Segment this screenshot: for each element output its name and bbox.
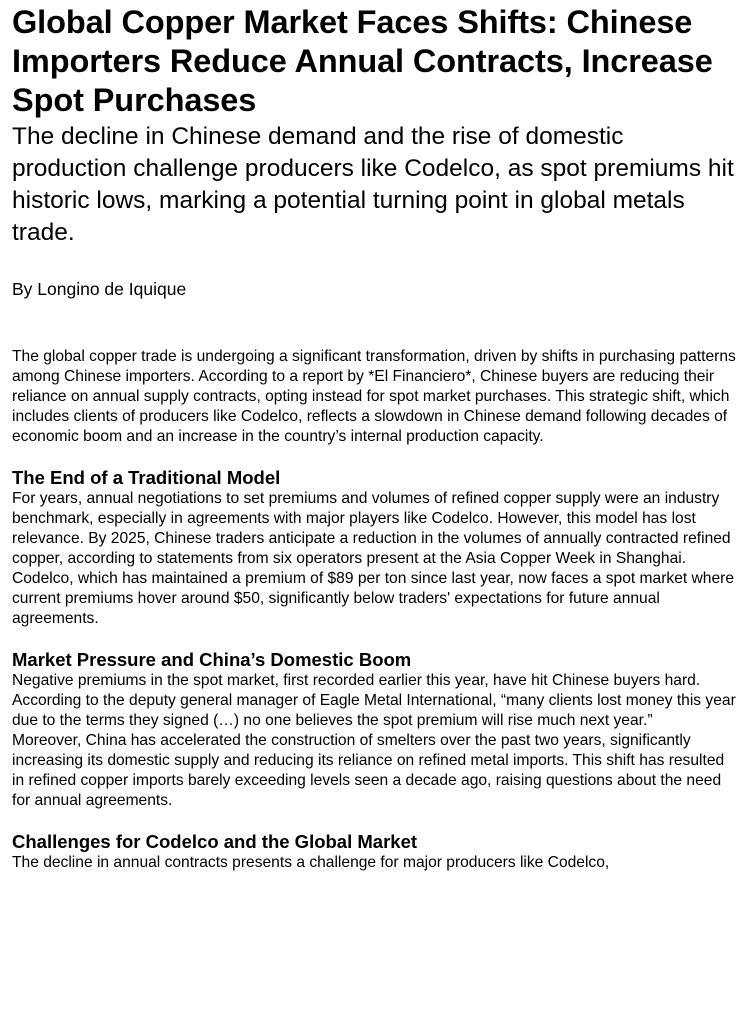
section-market-pressure <box>12 649 738 811</box>
section-paragraph: For years, annual negotiations to set premiums and volumes of refined copper supply were an industry benchmark, especially in agreements with major players like Codelco. However, this model has lost relevance. By 2025, Chinese traders anticipate a reduction in the volumes of annually contracted refined copper, according to statements from six operators present at the Asia Copper Week in Shanghai. <box>12 490 731 567</box>
section-heading: The End of a Traditional Model <box>12 467 281 488</box>
article-headline: Global Copper Market Faces Shifts: Chinese Importers Reduce Annual Contracts, Increase Spot Purchases <box>12 4 713 118</box>
section-paragraph: Moreover, China has accelerated the construction of smelters over the past two years, significantly increasing its domestic supply and reducing its reliance on refined metal imports. This shift has resulted in refined copper imports barely exceeding levels seen a decade ago, raising questions about the need for annual agreements. <box>12 732 725 809</box>
article-subheadline: The decline in Chinese demand and the rise of domestic production challenge producers like Codelco, as spot premiums hit historic lows, marking a potential turning point in global metals trade. <box>12 123 734 246</box>
article-intro <box>12 347 738 447</box>
section-challenges-codelco <box>12 831 738 873</box>
section-heading: Challenges for Codelco and the Global Market <box>12 831 418 852</box>
section-paragraph: The decline in annual contracts presents a challenge for major producers like Codelco, <box>12 854 610 871</box>
article-byline: By Longino de Iquique <box>12 279 187 299</box>
intro-paragraph: The global copper trade is undergoing a significant transformation, driven by shifts in purchasing patterns among Chinese importers. According to a report by *El Financiero*, Chinese buyers are reducing their reliance on annual supply contracts, opting instead for spot market purchases. This strategic shift, which includes clients of producers like Codelco, reflects a slowdown in Chinese demand following decades of economic boom and an increase in the country’s internal production capacity. <box>12 348 736 445</box>
section-heading: Market Pressure and China’s Domestic Boom <box>12 649 412 670</box>
section-paragraph: Codelco, which has maintained a premium of $89 per ton since last year, now faces a spot market where current premiums hover around $50, significantly below traders' expectations for future annual agreements. <box>12 570 735 627</box>
section-end-of-traditional-model <box>12 467 738 629</box>
section-paragraph: Negative premiums in the spot market, first recorded earlier this year, have hit Chinese buyers hard. According to the deputy general manager of Eagle Metal International, “many clients lost money this year due to the terms they signed (…) no one believes the spot premium will rise much next year.” <box>12 672 736 729</box>
